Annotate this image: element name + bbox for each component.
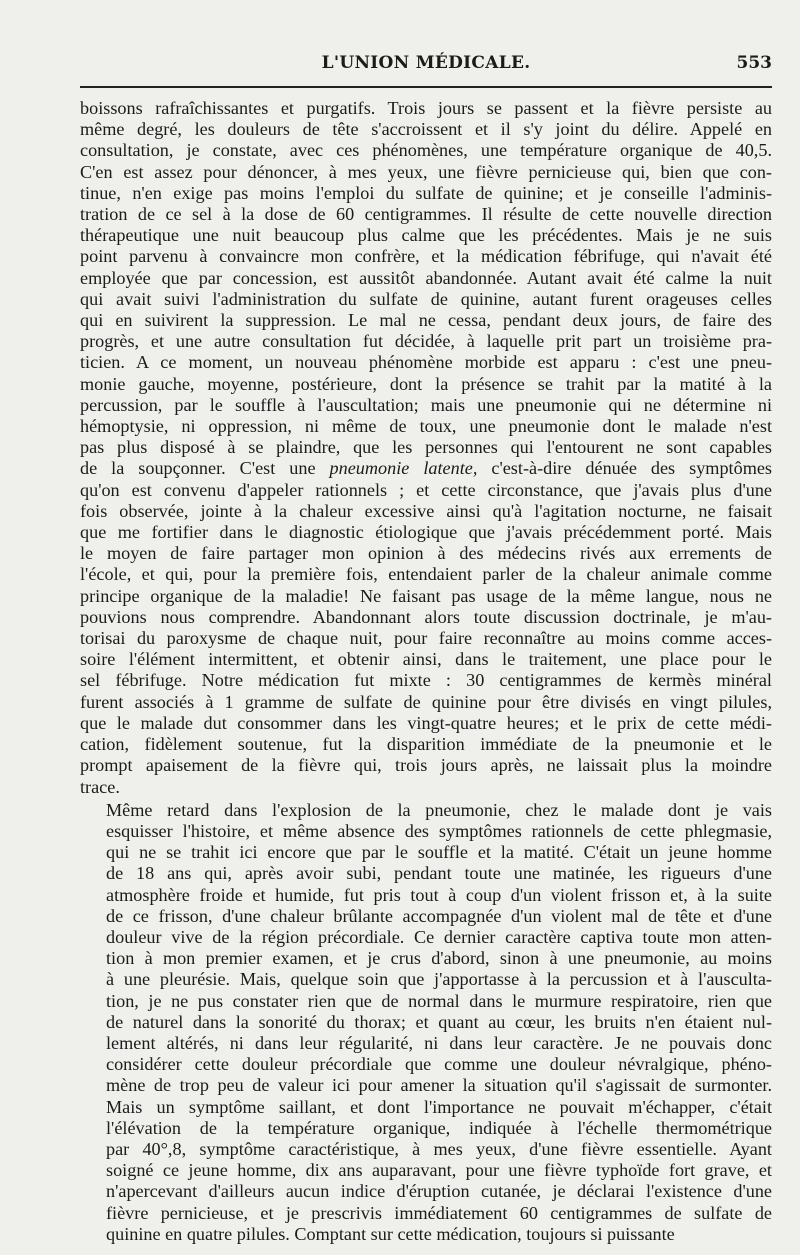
text-line: même degré, les douleurs de tête s'accroissent et il s'y joint du délire. Appelé en [80,119,772,140]
text-line: fièvre pernicieuse, et je prescrivis immédiatement 60 centigrammes de sulfate de [106,1202,772,1223]
text-line: soigné ce jeune homme, dix ans auparavant, pour une fièvre typhoïde fort grave, et [106,1160,772,1181]
text-line: quinine en quatre pilules. Comptant sur cette médication, toujours si puissante [106,1223,675,1244]
text-line: de naturel dans la sonorité du thorax; et quant au cœur, les bruits n'en étaient nul- [106,1011,772,1032]
text-line: le moyen de faire partager mon opinion à des médecins rivés aux errements de [80,543,772,564]
page-header [80,50,772,82]
text-line: de 18 ans qui, après avoir subi, pendant toute une matinée, les rigueurs d'une [106,863,772,884]
text-line: tion à mon premier examen, et je crus d'abord, sinon à une pneumonie, au moins [106,948,772,969]
text-line: Mais un symptôme saillant, et dont l'importance ne pouvait m'échapper, c'était [106,1096,772,1117]
text-line: monie gauche, moyenne, postérieure, dont la présence se trahit par la matité à la [80,373,772,394]
running-title: L'UNION MÉDICALE. [321,53,531,73]
text-line: employée que par concession, est aussitôt abandonnée. Autant avait été calme la nuit [80,267,772,288]
text-line: l'école, et qui, pour la première fois, entendaient parler de la chaleur animale comme [80,564,772,585]
text-line: que me fortifier dans le diagnostic étiologique que j'avais précédemment porté. Mais [80,522,772,543]
text-line: qui avait suivi l'administration du sulfate de quinine, autant furent orageuses celles [80,288,772,309]
text-line: mène de trop peu de valeur ici pour amener la situation qu'il s'agissait de surmonter. [106,1075,772,1096]
text-line: tion, je ne pus constater rien que de normal dans le murmure respiratoire, rien que [106,990,772,1011]
text-line: de la soupçonner. C'est une pneumonie latente, c'est-à-dire dénuée des symptômes [80,458,772,479]
text-line: lement altérés, ni dans leur régularité, ni dans leur caractère. Je ne pouvais donc [106,1032,772,1053]
text-line: tration de ce sel à la dose de 60 centigrammes. Il résulte de cette nouvelle direction [80,204,772,225]
text-line: percussion, par le souffle à l'auscultation; mais une pneumonie qui ne détermine ni [80,394,772,415]
text-line: point parvenu à convaincre mon confrère, et la médication fébrifuge, qui n'avait été [80,246,772,267]
page-number: 553 [736,53,772,73]
text-line: principe organique de la maladie! Ne faisant pas usage de la même langue, nous ne [80,585,772,606]
text-line: qui en suivirent la suppression. Le mal ne cessa, pendant deux jours, de faire des [80,310,772,331]
text-line: par 40°,8, symptôme caractéristique, à mes yeux, d'une fièvre essentielle. Ayant [106,1138,772,1159]
text-line: torisai du paroxysme de chaque nuit, pour faire reconnaître au moins comme acces- [80,628,772,649]
text-line: trace. [80,776,120,797]
text-line: l'élévation de la température organique, indiquée à l'échelle thermométrique [106,1117,772,1138]
text-line: esquisser l'histoire, et même absence des symptômes rationnels de cette phlegmasie, [106,820,772,841]
text-line: de ce frisson, d'une chaleur brûlante accompagnée d'un violent mal de tête et d'une [106,905,772,926]
text-line: tinue, n'en exige pas moins l'emploi du sulfate de quinine; et je conseille l'adminis- [80,182,772,203]
text-line: thérapeutique une nuit beaucoup plus calme que les précédentes. Mais je ne suis [80,225,772,246]
text-line: fois observée, jointe à la chaleur excessive ainsi qu'à l'agitation nocturne, ne faisait [80,500,772,521]
text-line: considérer cette douleur précordiale que comme une douleur névralgique, phéno- [106,1054,772,1075]
text-line: cation, fidèlement soutenue, fut la disparition immédiate de la pneumonie et le [80,734,772,755]
text-line: soire l'élément intermittent, et obtenir ainsi, dans le traitement, une place pour le [80,649,772,670]
text-line: douleur vive de la région précordiale. Ce dernier caractère captiva toute mon atten- [106,926,772,947]
header-rule [80,86,772,88]
text-line: Même retard dans l'explosion de la pneumonie, chez le malade dont je vais [106,799,772,820]
text-line: qui ne se trahit ici encore que par le souffle et la matité. C'était un jeune homme [106,842,772,863]
text-line: à une pleurésie. Mais, quelque soin que j'apportasse à la percussion et à l'ausculta- [106,969,772,990]
text-line: que le malade dut consommer dans les vingt-quatre heures; et le prix de cette médi- [80,712,772,733]
text-line: hémoptysie, ni oppression, ni même de toux, une pneumonie dont le malade n'est [80,416,772,437]
text-line: pas plus disposé à se plaindre, que les personnes qui l'entourent ne sont capables [80,437,772,458]
text-line: boissons rafraîchissantes et purgatifs. Trois jours se passent et la fièvre persiste au [80,98,772,118]
text-line: sel fébrifuge. Notre médication fut mixte : 30 centigrammes de kermès minéral [80,670,772,691]
text-line: furent associés à 1 gramme de sulfate de quinine pour être divisés en vingt pilules, [80,691,772,712]
text-line: prompt apaisement de la fièvre qui, trois jours après, ne laissait plus la moindre [80,755,772,776]
text-line: consultation, je constate, avec ces phénomènes, une température organique de 40,5. [80,140,772,161]
text-line: atmosphère froide et humide, fut pris tout à coup d'un violent frisson et, à la suite [106,884,772,905]
text-line: ticien. A ce moment, un nouveau phénomène morbide est apparu : c'est une pneu- [80,352,772,373]
text-line: C'en est assez pour dénoncer, à mes yeux, une fièvre pernicieuse qui, bien que con- [80,161,772,182]
text-line: pouvions nous comprendre. Abandonnant alors toute discussion doctrinale, je m'au- [80,606,772,627]
text-line: progrès, et une autre consultation fut décidée, à laquelle prit part un troisième pra- [80,331,772,352]
paragraph [80,800,772,1245]
text-line: qu'on est convenu d'appeler rationnels ; et cette circonstance, que j'avais plus d'une [80,479,772,500]
body-text [80,98,772,1245]
text-line: n'apercevant d'ailleurs aucun indice d'éruption cutanée, je déclarai l'existence d'une [106,1181,772,1202]
paragraph [80,98,772,798]
